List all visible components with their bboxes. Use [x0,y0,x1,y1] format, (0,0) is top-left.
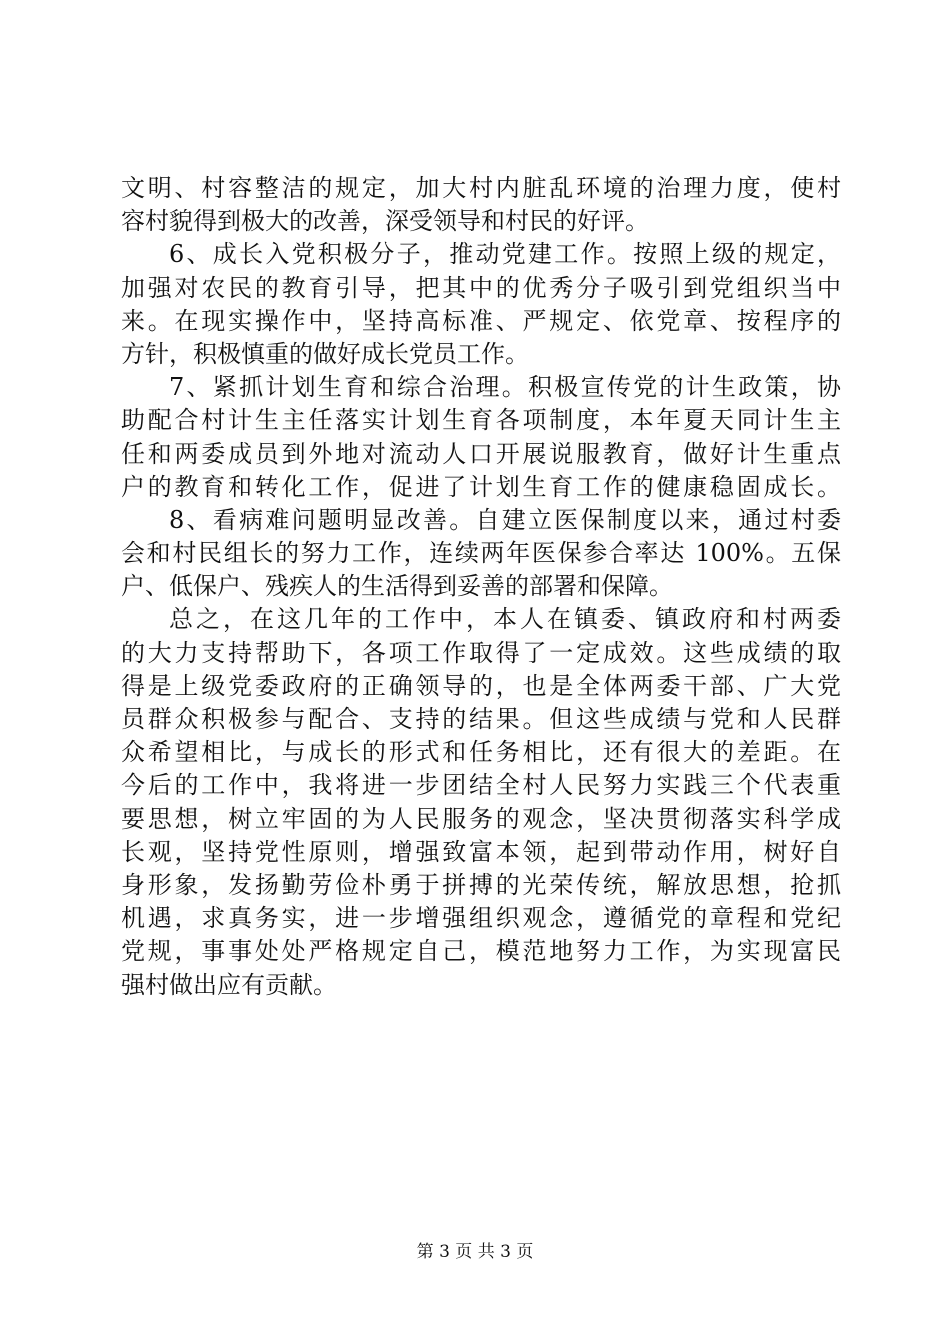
document-body [121,172,841,1002]
text-line: 容村貌得到极大的改善，深受领导和村民的好评。 [121,207,649,236]
text-line: 得是上级党委政府的正确领导的，也是全体两委干部、广大党 [121,671,841,700]
text-line: 今后的工作中，我将进一步团结全村人民努力实践三个代表重 [121,771,841,800]
text-line: 强村做出应有贡献。 [121,970,337,999]
text-line: 户的教育和转化工作，促进了计划生育工作的健康稳固成长。 [121,472,841,501]
text-line: 会和村民组长的努力工作，连续两年医保参合率达 100%。五保 [121,539,841,568]
text-line: 任和两委成员到外地对流动人口开展说服教育，做好计生重点 [121,439,841,468]
text-line: 7、紧抓计划生育和综合治理。积极宣传党的计生政策，协 [169,373,841,402]
text-line: 来。在现实操作中，坚持高标准、严规定、依党章、按程序的 [121,306,841,335]
text-line: 文明、村容整洁的规定，加大村内脏乱环境的治理力度，使村 [121,174,841,202]
text-line: 众希望相比，与成长的形式和任务相比，还有很大的差距。在 [121,738,841,767]
text-line: 8、看病难问题明显改善。自建立医保制度以来，通过村委 [169,505,841,534]
text-line: 户、低保户、残疾人的生活得到妥善的部署和保障。 [121,572,673,601]
text-line: 的大力支持帮助下，各项工作取得了一定成效。这些成绩的取 [121,638,841,667]
text-line: 机遇，求真务实，进一步增强组织观念，遵循党的章程和党纪 [121,904,841,933]
text-line: 员群众积极参与配合、支持的结果。但这些成绩与党和人民群 [121,705,841,733]
page-footer: 第 3 页 共 3 页 [416,1242,534,1262]
text-line: 6、成长入党积极分子，推动党建工作。按照上级的规定， [169,240,841,269]
text-line: 总之，在这几年的工作中，本人在镇委、镇政府和村两委 [169,605,841,634]
text-line: 身形象，发扬勤劳俭朴勇于拼搏的光荣传统，解放思想，抢抓 [121,870,841,899]
text-line: 要思想，树立牢固的为人民服务的观念，坚决贯彻落实科学成 [121,804,841,833]
text-line: 方针，积极慎重的做好成长党员工作。 [121,339,529,368]
text-line: 党规，事事处处严格规定自己，模范地努力工作，为实现富民 [121,937,841,966]
text-line: 加强对农民的教育引导，把其中的优秀分子吸引到党组织当中 [121,273,841,302]
text-line: 长观，坚持党性原则，增强致富本领，起到带动作用，树好自 [121,837,841,866]
text-line: 助配合村计生主任落实计划生育各项制度，本年夏天同计生主 [121,406,841,435]
